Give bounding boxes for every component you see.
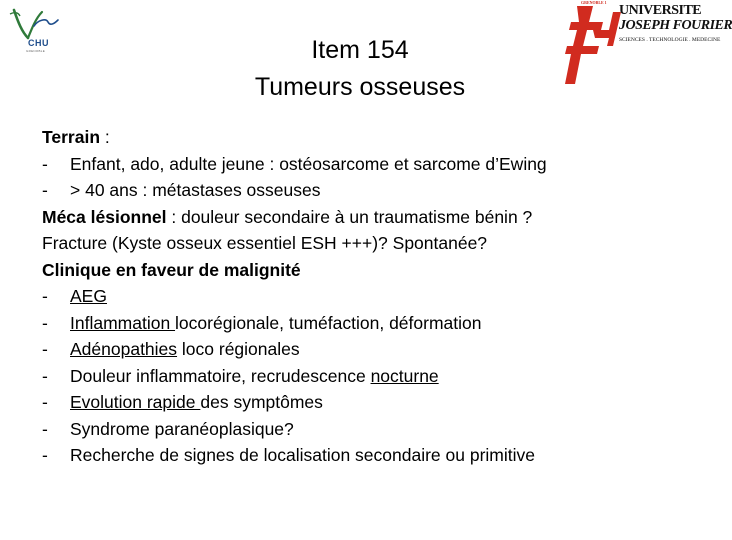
bullet-dash: - xyxy=(42,365,48,386)
terrain-item-text: Enfant, ado, adulte jeune : ostéosarcome et sarcome d’Ewing xyxy=(70,153,547,174)
title-line-2: Tumeurs osseuses xyxy=(254,73,466,101)
clinique-item-pre: Syndrome paranéoplasique? xyxy=(70,418,294,439)
clinique-item-rest: loco régionales xyxy=(177,339,300,359)
clinique-item-emph: Evolution rapide xyxy=(70,392,201,412)
terrain-item xyxy=(42,151,692,178)
chu-sublabel: GRENOBLE xyxy=(26,49,46,53)
clinique-item xyxy=(42,310,692,337)
ujf-logo xyxy=(563,0,732,92)
bullet-dash: - xyxy=(42,153,48,174)
bullet-dash: - xyxy=(42,312,48,333)
ujf-emblem-icon xyxy=(563,0,623,92)
clinique-item-emph: Adénopathies xyxy=(70,339,178,359)
clinique-item xyxy=(42,336,692,363)
meca-line xyxy=(42,204,692,231)
clinique-item-pre: Recherche de signes de localisation secondaire ou primitive xyxy=(70,445,535,465)
clinique-item-emph: AEG xyxy=(70,286,107,306)
clinique-item-rest: des symptômes xyxy=(200,392,323,412)
ujf-line3: SCIENCES . TECHNOLOGIE . MEDECINE xyxy=(619,37,721,43)
terrain-item-text: > 40 ans : métastases osseuses xyxy=(70,180,321,200)
ujf-line1: UNIVERSITE xyxy=(619,3,702,18)
bullet-dash: - xyxy=(42,339,48,359)
clinique-item-rest: locorégionale, tuméfaction, déformation xyxy=(175,312,482,333)
clinique-item xyxy=(42,442,692,469)
bullet-dash: - xyxy=(42,392,48,412)
bullet-dash: - xyxy=(42,418,48,439)
clinique-item-pre: Douleur inflammatoire, recrudescence xyxy=(70,365,371,386)
bullet-dash: - xyxy=(42,286,48,306)
ujf-top-text: GRENOBLE 1 xyxy=(581,0,607,5)
clinique-item xyxy=(42,389,692,416)
terrain-label: Terrain xyxy=(42,127,101,147)
clinique-item xyxy=(42,416,692,443)
chu-label: CHU xyxy=(28,38,49,48)
page-title xyxy=(180,32,540,106)
bullet-dash: - xyxy=(42,180,48,200)
clinique-heading: Clinique en faveur de malignité xyxy=(42,259,301,280)
clinique-item xyxy=(42,363,692,390)
clinique-item-emph: nocturne xyxy=(370,365,439,386)
meca-text: : douleur secondaire à un traumatisme bénin ? xyxy=(166,206,533,227)
bullet-dash: - xyxy=(42,445,48,465)
meca-label: Méca lésionnel xyxy=(42,206,167,227)
title-line-1: Item 154 xyxy=(311,36,409,64)
meca-line-2: Fracture (Kyste osseux essentiel ESH +++)? Spontanée? xyxy=(42,233,488,253)
ujf-line2: JOSEPH FOURIER xyxy=(619,18,732,33)
slide-body xyxy=(42,124,692,469)
terrain-heading xyxy=(42,124,692,151)
terrain-sep: : xyxy=(100,127,110,147)
clinique-item-emph: Inflammation xyxy=(70,312,176,333)
clinique-item xyxy=(42,283,692,310)
terrain-item xyxy=(42,177,692,204)
